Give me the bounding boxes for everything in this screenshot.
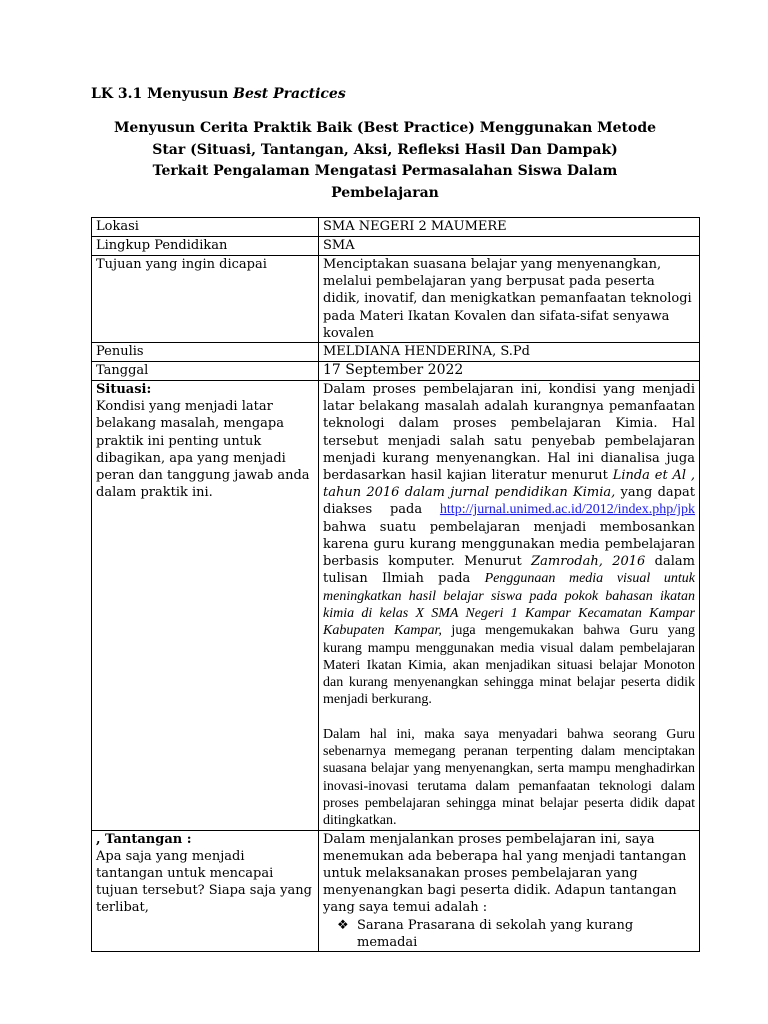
situasi-paragraph-1 <box>323 381 695 709</box>
tantangan-prompt: Apa saja yang menjadi tantangan untuk mencapai tujuan tersebut? Siapa saja yang terlibat, <box>96 848 312 916</box>
row-lokasi <box>92 218 700 237</box>
best-practice-table <box>91 217 700 952</box>
row-tujuan <box>92 256 700 343</box>
title-line: Terkait Pengalaman Mengatasi Permasalahan Siswa Dalam <box>152 163 618 179</box>
value-tanggal-text: 17 September 2022 <box>323 362 464 379</box>
label-tanggal <box>92 362 319 381</box>
label-lokasi: Lokasi <box>92 218 319 237</box>
situasi-text-f: dalam tulisan Ilmiah pada <box>323 554 695 587</box>
label-tantangan <box>92 830 319 951</box>
label-tujuan: Tujuan yang ingin dicapai <box>92 256 319 343</box>
label-situasi <box>92 381 319 830</box>
situasi-text-a: Dalam proses pembelajaran ini, kondisi yang menjadi latar belakang masalah adalah kurangnya pemanfaatan teknologi dalam proses pembelajaran Kimia. Hal tersebut menjadi salah satu penyebab pembelajaran menjadi kurang menyenangkan. Hal ini dianalisa juga berdasarkan hasil kajian literatur menurut <box>323 382 695 484</box>
tantangan-heading: , Tantangan : <box>96 831 192 847</box>
row-penulis <box>92 343 700 362</box>
row-lingkup <box>92 237 700 256</box>
situasi-citation-linda: Linda et Al , tahun 2016 dalam jurnal pendidikan Kimia, <box>323 468 695 501</box>
label-lingkup: Lingkup Pendidikan <box>92 237 319 256</box>
lk-heading <box>91 86 346 102</box>
row-tanggal <box>92 362 700 381</box>
label-penulis: Penulis <box>92 343 319 362</box>
jurnal-link[interactable]: http://jurnal.unimed.ac.id/2012/index.php/jpk <box>439 502 695 518</box>
value-tanggal <box>319 362 700 381</box>
situasi-text-d: bahwa suatu pembelajaran menjadi membosankan karena guru kurang menggunakan media pembelajaran berbasis komputer. Menurut <box>323 519 695 570</box>
situasi-text-h: juga mengemukakan bahwa Guru yang kurang mampu menggunakan media visual dalam pembelajaran Materi Ikatan Kimia, akan menjadikan situasi belajar Monoton dan kurang menyenangkan sehingga minat belajar peserta didik menjadi berkurang. <box>323 623 695 708</box>
situasi-heading: Situasi: <box>96 382 152 398</box>
situasi-citation-zamrodah: Zamrodah, 2016 <box>531 554 646 570</box>
tantangan-intro: Dalam menjalankan proses pembelajaran ini, saya menemukan ada beberapa hal yang menjadi tantangan untuk melaksanakan proses pembelajaran yang menyenangkan bagi peserta didik. Adapun tantangan yang saya temui adalah : <box>323 831 687 916</box>
value-situasi <box>319 381 700 830</box>
tantangan-bullet-item <box>323 917 695 934</box>
tantangan-bullet-continuation: memadai <box>357 934 418 950</box>
label-tanggal-text: Tanggal <box>96 363 149 379</box>
value-tantangan <box>319 830 700 951</box>
situasi-prompt: Kondisi yang menjadi latar belakang masalah, mengapa praktik ini penting untuk dibagikan, apa yang menjadi peran dan tanggung jawab anda dalam praktik ini. <box>96 399 310 501</box>
lk-heading-prefix: LK 3.1 Menyusun <box>91 86 229 102</box>
value-lokasi: SMA NEGERI 2 MAUMERE <box>319 218 700 237</box>
document-title <box>95 118 675 204</box>
value-lingkup: SMA <box>319 237 700 256</box>
value-penulis: MELDIANA HENDERINA, S.Pd <box>319 343 700 362</box>
title-line: Menyusun Cerita Praktik Baik (Best Practice) Menggunakan Metode <box>113 120 657 136</box>
diamond-bullet-icon: ❖ <box>337 917 349 933</box>
title-line: Star (Situasi, Tantangan, Aksi, Refleksi Hasil Dan Dampak) <box>152 141 618 158</box>
situasi-paragraph-2: Dalam hal ini, maka saya menyadari bahwa seorang Guru sebenarnya memegang peranan terpenting dalam menciptakan suasana belajar yang menyenangkan, serta mampu menghadirkan inovasi-inovasi terutama dalam pemanfaatan teknologi dalam proses pembelajaran sehingga minat belajar peserta didik dapat ditingkatkan. <box>323 726 695 829</box>
row-situasi <box>92 381 700 830</box>
tantangan-bullet-text: Sarana Prasarana di sekolah yang kurang <box>357 917 634 933</box>
row-tantangan <box>92 830 700 951</box>
value-tujuan: Menciptakan suasana belajar yang menyenangkan, melalui pembelajaran yang berpusat pada peserta didik, inovatif, dan menigkatkan pemanfaatan teknologi pada Materi Ikatan Kovalen dan sifata-sifat senyawa kovalen <box>319 256 700 343</box>
situasi-citation-title: Penggunaan media visual untuk meningkatkan hasil belajar siswa pada pokok bahasan ikatan kimia di kelas X SMA Negeri 1 Kampar Kecamatan Kampar Kabupaten Kampar, <box>323 571 695 639</box>
title-line: Pembelajaran <box>331 184 439 201</box>
situasi-text-c: yang dapat diakses pada <box>323 485 695 518</box>
paragraph-gap <box>323 709 695 726</box>
lk-heading-italic: Best Practices <box>233 86 346 102</box>
